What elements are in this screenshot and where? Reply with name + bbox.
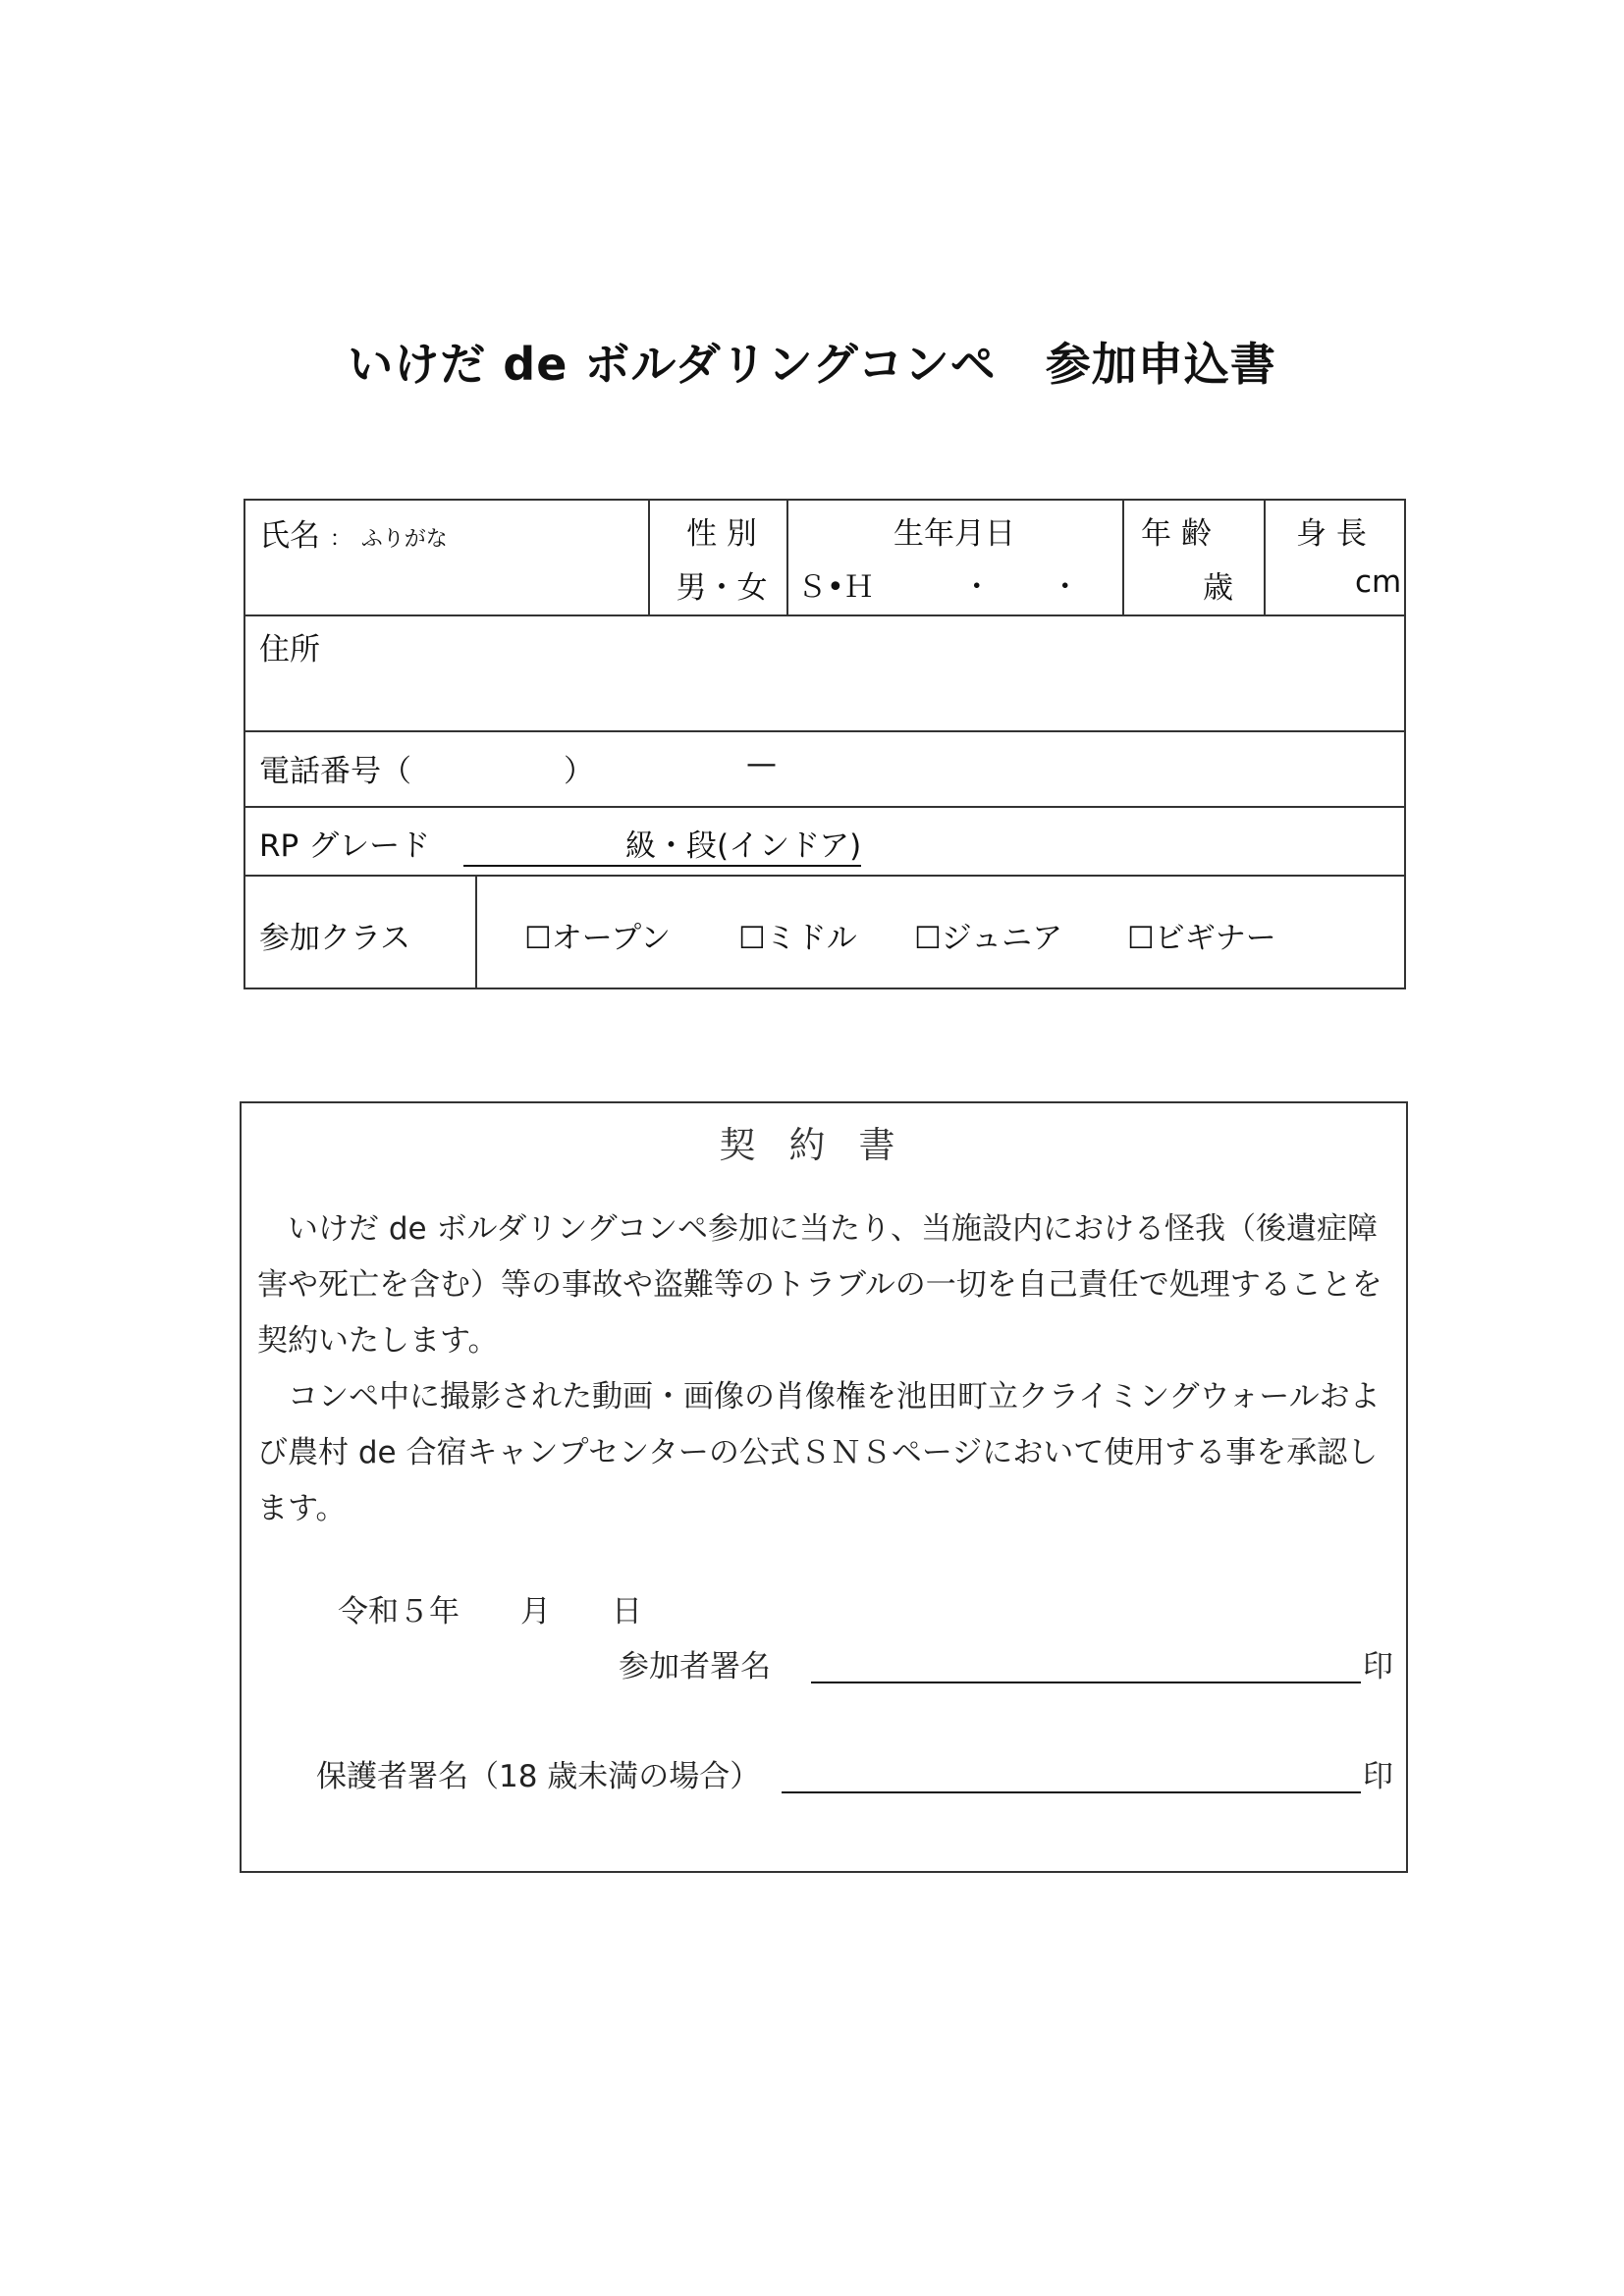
age-unit: 歳 — [1203, 570, 1233, 606]
contract-date[interactable]: 令和５年 月 日 — [338, 1594, 642, 1629]
age-label: 年 齢 — [1141, 516, 1212, 552]
row-divider — [245, 806, 1404, 808]
class-option-label: ミドル — [765, 921, 857, 956]
guardian-signature-line[interactable] — [782, 1791, 1361, 1793]
name-field[interactable] — [259, 510, 448, 555]
gender-options[interactable]: 男・女 — [676, 570, 768, 606]
phone-field[interactable]: 電話番号（ ） — [259, 754, 594, 789]
contract-paragraph: コンペ中に撮影された動画・画像の肖像権を池田町立クライミングウォールおよび農村 de 合宿キャンプセンターの公式ＳＮＳページにおいて使用する事を承認します。 — [257, 1379, 1380, 1526]
class-option-open[interactable] — [524, 913, 671, 957]
col-divider — [475, 875, 477, 989]
row-divider — [245, 875, 1404, 877]
name-colon: ： — [329, 527, 352, 552]
class-option-middle[interactable] — [738, 913, 857, 957]
row-divider — [245, 730, 1404, 732]
col-divider — [1122, 501, 1124, 614]
seal-mark: 印 — [1363, 1649, 1393, 1684]
registration-table — [244, 499, 1406, 989]
grade-label: RP グレード — [259, 828, 431, 864]
row-divider — [245, 614, 1404, 616]
contract-box — [240, 1101, 1408, 1873]
class-option-beginner[interactable] — [1127, 913, 1276, 957]
seal-mark: 印 — [1363, 1759, 1393, 1794]
birthdate-label: 生年月日 — [893, 516, 1015, 552]
checkbox-icon[interactable]: ☐ — [738, 921, 766, 956]
gender-label: 性 別 — [686, 516, 757, 552]
checkbox-icon[interactable]: ☐ — [1127, 921, 1155, 956]
name-label: 氏名 — [259, 518, 320, 554]
checkbox-icon[interactable]: ☐ — [914, 921, 942, 956]
participant-signature-line[interactable] — [811, 1682, 1361, 1683]
contract-paragraph: いけだ de ボルダリングコンペ参加に当たり、当施設内における怪我（後遺症障害や死亡を含む）等の事故や盗難等のトラブルの一切を自己責任で処理することを契約いたします。 — [257, 1211, 1382, 1359]
participant-signature-label: 参加者署名 — [619, 1649, 771, 1684]
birthdate-field[interactable]: Ｓ•Ｈ ・ ・ — [797, 570, 1080, 605]
grade-field[interactable] — [463, 821, 861, 867]
checkbox-icon[interactable]: ☐ — [524, 921, 552, 956]
class-option-label: オープン — [551, 921, 672, 956]
class-label: 参加クラス — [259, 921, 411, 956]
height-label: 身 長 — [1296, 516, 1367, 552]
page-title — [0, 329, 1624, 394]
class-option-junior[interactable] — [914, 913, 1062, 957]
address-field[interactable]: 住所 — [259, 632, 320, 667]
contract-heading: 契約書 — [719, 1124, 929, 1166]
title-sub: 参加申込書 — [1045, 338, 1276, 391]
col-divider — [648, 501, 650, 614]
height-unit: cm — [1355, 564, 1402, 600]
furigana-label: ふりがな — [360, 527, 448, 552]
guardian-signature-label: 保護者署名（18 歳未満の場合） — [316, 1759, 761, 1794]
class-option-label: ビギナー — [1154, 921, 1276, 956]
contract-body — [257, 1201, 1396, 1537]
grade-value: 級・段(インドア) — [463, 821, 861, 867]
class-option-label: ジュニア — [941, 921, 1063, 956]
title-main: いけだ de ボルダリングコンペ — [348, 338, 997, 391]
col-divider — [1264, 501, 1266, 614]
phone-dash: — — [746, 746, 777, 781]
